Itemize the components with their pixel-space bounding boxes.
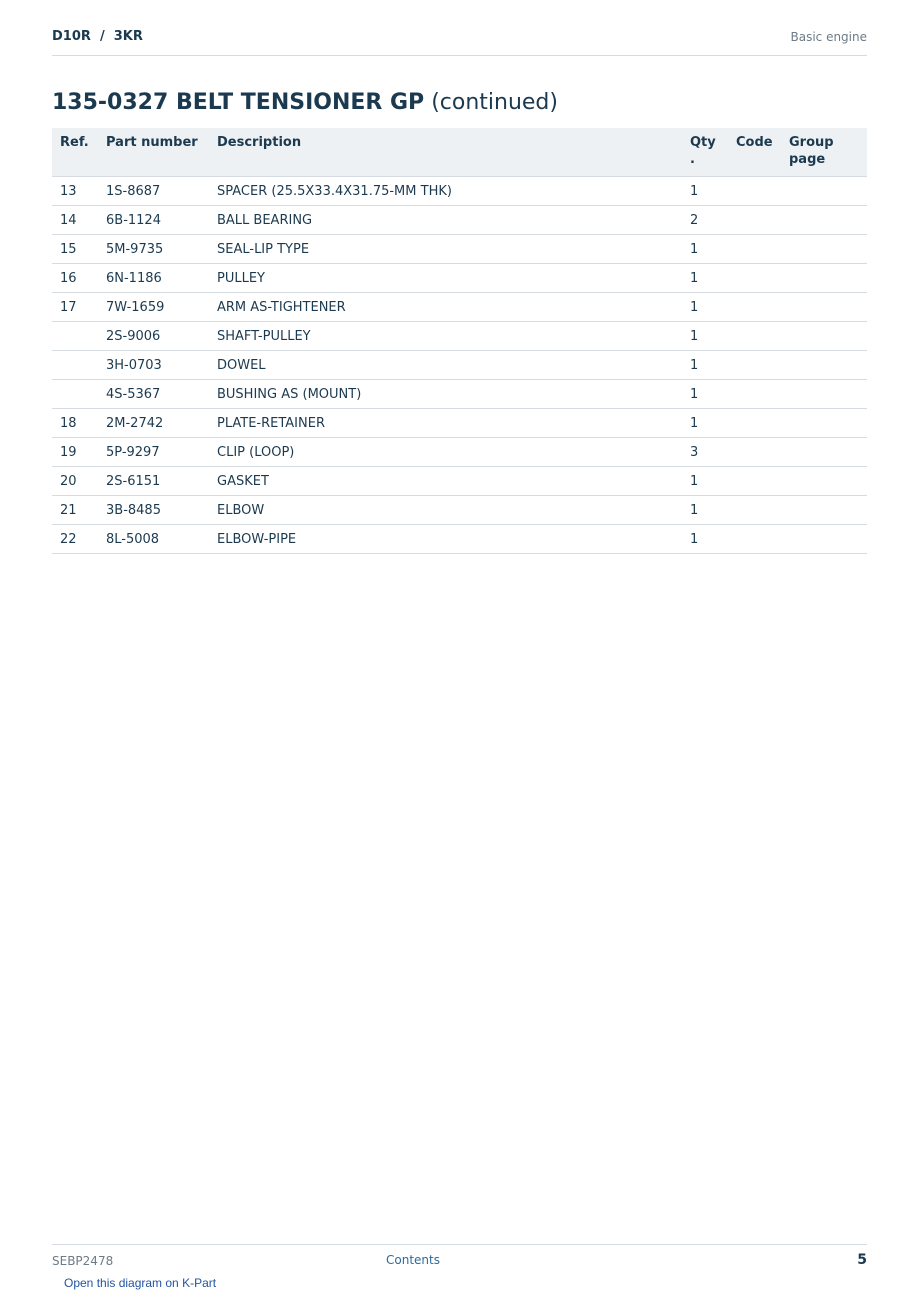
cell-ref: 15 bbox=[52, 235, 98, 264]
cell-description: PLATE-RETAINER bbox=[209, 409, 682, 438]
cell-code bbox=[728, 235, 781, 264]
cell-code bbox=[728, 496, 781, 525]
cell-part-number: 4S-5367 bbox=[98, 380, 209, 409]
cell-description: PULLEY bbox=[209, 264, 682, 293]
cell-ref: 22 bbox=[52, 525, 98, 554]
open-kpart-link[interactable]: Open this diagram on K-Part bbox=[64, 1276, 217, 1290]
table-row bbox=[52, 177, 867, 206]
cell-qty: 1 bbox=[682, 351, 728, 380]
table-row bbox=[52, 351, 867, 380]
cell-qty: 1 bbox=[682, 322, 728, 351]
cell-code bbox=[728, 525, 781, 554]
cell-ref bbox=[52, 351, 98, 380]
cell-ref: 21 bbox=[52, 496, 98, 525]
cell-part-number: 2M-2742 bbox=[98, 409, 209, 438]
cell-ref: 18 bbox=[52, 409, 98, 438]
cell-qty: 1 bbox=[682, 177, 728, 206]
cell-code bbox=[728, 206, 781, 235]
cell-group-page bbox=[781, 525, 867, 554]
table-row bbox=[52, 409, 867, 438]
cell-qty: 1 bbox=[682, 525, 728, 554]
table-row bbox=[52, 293, 867, 322]
cell-part-number: 1S-8687 bbox=[98, 177, 209, 206]
cell-qty: 1 bbox=[682, 380, 728, 409]
parts-table bbox=[52, 128, 867, 554]
cell-group-page bbox=[781, 293, 867, 322]
column-header-description: Description bbox=[209, 128, 682, 177]
cell-qty: 1 bbox=[682, 467, 728, 496]
cell-qty: 1 bbox=[682, 293, 728, 322]
cell-qty: 1 bbox=[682, 264, 728, 293]
table-row bbox=[52, 322, 867, 351]
contents-link[interactable]: Contents bbox=[386, 1253, 440, 1267]
cell-qty: 1 bbox=[682, 409, 728, 438]
table-row bbox=[52, 264, 867, 293]
cell-ref: 17 bbox=[52, 293, 98, 322]
cell-description: GASKET bbox=[209, 467, 682, 496]
table-row bbox=[52, 235, 867, 264]
column-header-part-number: Part number bbox=[98, 128, 209, 177]
cell-description: ELBOW-PIPE bbox=[209, 525, 682, 554]
title-suffix: (continued) bbox=[431, 90, 558, 115]
table-row bbox=[52, 525, 867, 554]
cell-part-number: 2S-6151 bbox=[98, 467, 209, 496]
cell-ref: 14 bbox=[52, 206, 98, 235]
table-row bbox=[52, 380, 867, 409]
cell-code bbox=[728, 322, 781, 351]
cell-group-page bbox=[781, 438, 867, 467]
cell-description: CLIP (LOOP) bbox=[209, 438, 682, 467]
cell-code bbox=[728, 264, 781, 293]
cell-ref: 16 bbox=[52, 264, 98, 293]
cell-part-number: 5P-9297 bbox=[98, 438, 209, 467]
cell-description: SHAFT-PULLEY bbox=[209, 322, 682, 351]
table-row bbox=[52, 467, 867, 496]
cell-ref: 13 bbox=[52, 177, 98, 206]
document-id: SEBP2478 bbox=[52, 1254, 114, 1268]
section-name: Basic engine bbox=[790, 30, 867, 44]
cell-group-page bbox=[781, 177, 867, 206]
table-row bbox=[52, 496, 867, 525]
cell-description: SEAL-LIP TYPE bbox=[209, 235, 682, 264]
cell-group-page bbox=[781, 264, 867, 293]
cell-group-page bbox=[781, 206, 867, 235]
cell-qty: 1 bbox=[682, 235, 728, 264]
column-header-ref: Ref. bbox=[52, 128, 98, 177]
page-footer bbox=[52, 1244, 867, 1275]
cell-part-number: 2S-9006 bbox=[98, 322, 209, 351]
group-title: 135-0327 BELT TENSIONER GP bbox=[52, 90, 425, 115]
table-row bbox=[52, 438, 867, 467]
cell-qty: 2 bbox=[682, 206, 728, 235]
cell-code bbox=[728, 380, 781, 409]
cell-group-page bbox=[781, 496, 867, 525]
cell-group-page bbox=[781, 380, 867, 409]
table-header-row bbox=[52, 128, 867, 177]
cell-part-number: 3H-0703 bbox=[98, 351, 209, 380]
cell-part-number: 3B-8485 bbox=[98, 496, 209, 525]
cell-code bbox=[728, 409, 781, 438]
cell-qty: 3 bbox=[682, 438, 728, 467]
cell-ref bbox=[52, 322, 98, 351]
cell-group-page bbox=[781, 467, 867, 496]
column-header-qty: Qty . bbox=[682, 128, 728, 177]
cell-description: DOWEL bbox=[209, 351, 682, 380]
cell-part-number: 5M-9735 bbox=[98, 235, 209, 264]
cell-group-page bbox=[781, 351, 867, 380]
model-label: D10R / 3KR bbox=[52, 29, 143, 44]
cell-part-number: 6B-1124 bbox=[98, 206, 209, 235]
cell-qty: 1 bbox=[682, 496, 728, 525]
column-header-group-page: Group page bbox=[781, 128, 867, 177]
column-header-code: Code bbox=[728, 128, 781, 177]
cell-code bbox=[728, 351, 781, 380]
page-title bbox=[52, 90, 558, 115]
page-header bbox=[52, 29, 867, 56]
cell-description: SPACER (25.5X33.4X31.75-MM THK) bbox=[209, 177, 682, 206]
cell-description: BALL BEARING bbox=[209, 206, 682, 235]
cell-group-page bbox=[781, 409, 867, 438]
cell-code bbox=[728, 438, 781, 467]
page-number: 5 bbox=[857, 1252, 867, 1268]
cell-code bbox=[728, 177, 781, 206]
cell-description: ARM AS-TIGHTENER bbox=[209, 293, 682, 322]
cell-ref bbox=[52, 380, 98, 409]
table-row bbox=[52, 206, 867, 235]
cell-part-number: 7W-1659 bbox=[98, 293, 209, 322]
cell-code bbox=[728, 293, 781, 322]
cell-code bbox=[728, 467, 781, 496]
cell-part-number: 6N-1186 bbox=[98, 264, 209, 293]
cell-group-page bbox=[781, 235, 867, 264]
cell-group-page bbox=[781, 322, 867, 351]
cell-ref: 19 bbox=[52, 438, 98, 467]
cell-description: ELBOW bbox=[209, 496, 682, 525]
cell-part-number: 8L-5008 bbox=[98, 525, 209, 554]
cell-description: BUSHING AS (MOUNT) bbox=[209, 380, 682, 409]
cell-ref: 20 bbox=[52, 467, 98, 496]
